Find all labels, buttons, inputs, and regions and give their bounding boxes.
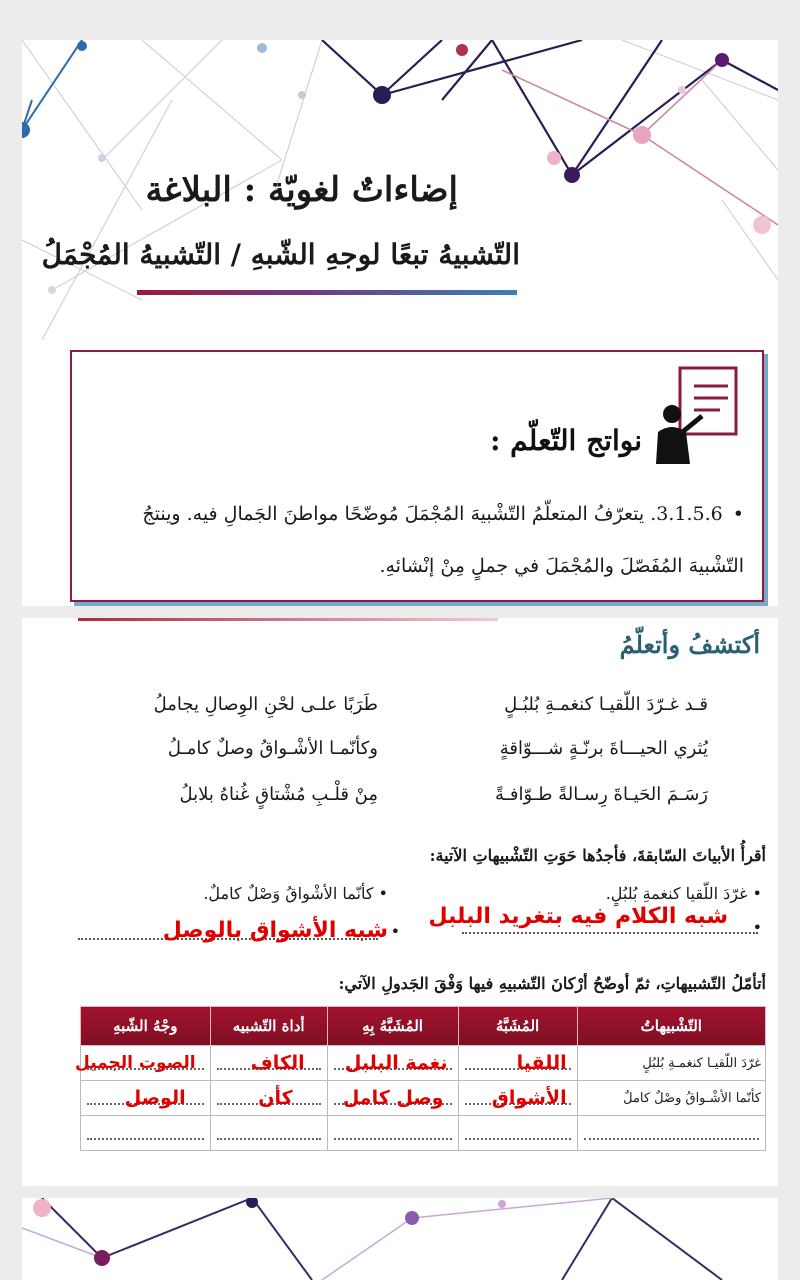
heading-underline <box>137 290 517 295</box>
table-cell <box>81 1116 211 1151</box>
col-header-resemblance: وجْهُ الشّبهِ <box>81 1007 211 1046</box>
top-rule <box>78 618 498 621</box>
network-decoration <box>22 1198 778 1280</box>
table-cell: اللقيا <box>458 1046 577 1081</box>
teacher-board-icon <box>654 364 744 464</box>
handwritten-answer-1: شبه الكلام فيه بتغريد البلبل <box>428 904 728 929</box>
col-header-similes: التّشْبيهاتُ <box>577 1007 765 1046</box>
table-cell <box>458 1116 577 1151</box>
simile-item-1: • غرّدَ اللّقيا كنغمةِ بُلبُلٍ. <box>605 884 762 903</box>
verse-left-3: مِنْ قلْـبِ مُشْتاقٍ غُناهُ بلابلُ <box>179 784 378 805</box>
outcomes-title: نواتج التّعلّم : <box>490 424 642 457</box>
handwritten-answer-2: شبه الأشواق بالوصل <box>162 918 388 943</box>
table-cell: الكاف <box>210 1046 327 1081</box>
verse-left-1: طَرَبًا علـى لحْنِ الوِصالِ يجاملُ <box>153 694 378 715</box>
simile-item-2: • كأنّما الأشْواقُ وَصْلٌ كاملٌ. <box>203 884 388 903</box>
question-1: أقرأُ الأبياتَ السّابقةَ، فأجدُها حَوَتِ التّشْبيهاتِ الآتية: <box>429 846 766 865</box>
col-header-compared-to: المُشَبَّهُ بِهِ <box>327 1007 458 1046</box>
table-row <box>81 1116 766 1151</box>
table-cell <box>327 1116 458 1151</box>
bullet-icon: • <box>732 503 744 525</box>
table-cell <box>210 1116 327 1151</box>
textbook-page-bottom <box>22 1198 778 1280</box>
outcome-text: 3.1.5.6. يتعرّفُ المتعلّمُ التّشْبيهَ المُجْمَلَ مُوضّحًا مواطنَ الجَمالِ فيه. وينتجُ التّشْبيهَ المُفَصّلَ والمُجْمَلَ في جملٍ مِنْ إنْشائهِ. <box>142 503 744 577</box>
verse-right-2: يُثري الحيـــاةَ برنّـةٍ شـــوّاقةٍ <box>499 738 708 759</box>
answer-line-1 <box>462 932 758 934</box>
table-row <box>81 1046 766 1081</box>
question-2: أتأمّلُ التّشبيهاتِ، ثمّ أوضّحُ أرْكانَ التّشبيهِ فيها وَفْقَ الجَدولِ الآتي: <box>338 974 766 993</box>
col-header-tool: أداة التّشبيه <box>210 1007 327 1046</box>
learning-outcomes-box <box>70 350 764 602</box>
section-title: أكتشفُ وأتعلّمُ <box>619 630 760 659</box>
verse-right-3: رَسَـمَ الحَيـاةَ رِسـالةً طـوّافـةً <box>494 784 708 805</box>
table-cell: الصوت الجميل <box>81 1046 211 1081</box>
verse-left-2: وكأنّمـا الأشْـواقُ وصلٌ كامـلُ <box>167 738 378 759</box>
outcome-item <box>94 488 744 592</box>
textbook-page-middle <box>22 618 778 1186</box>
table-cell: نغمة البلبل <box>327 1046 458 1081</box>
table-row <box>81 1081 766 1116</box>
table-cell: وصل كامل <box>327 1081 458 1116</box>
textbook-page-top <box>22 40 778 606</box>
lesson-subheading: التّشبيهُ تبعًا لوجهِ الشّبهِ / التّشبيهُ المُجْمَلُ <box>41 238 520 271</box>
table-cell: كأنّما الأشْـواقُ وصْلٌ كاملٌ <box>577 1081 765 1116</box>
table-cell <box>577 1116 765 1151</box>
page-heading: إضاءاتٌ لغويّة : البلاغة <box>145 170 458 210</box>
table-cell: الوصل <box>81 1081 211 1116</box>
table-cell: كأن <box>210 1081 327 1116</box>
table-cell: الأشواق <box>458 1081 577 1116</box>
simile-analysis-table <box>75 1006 766 1151</box>
bullet-icon: • <box>752 918 762 937</box>
verse-right-1: قـد غـرّدَ اللّقيـا كنغمـةِ بُلبُـلٍ <box>504 694 708 715</box>
col-header-compared: المُشَبَّهُ <box>458 1007 577 1046</box>
poem-verses <box>22 686 778 816</box>
table-header-row <box>81 1007 766 1046</box>
bullet-icon: • <box>390 922 400 941</box>
table-cell: غرّدَ اللّقيـا كنغمـةِ بُلبُلٍ <box>577 1046 765 1081</box>
